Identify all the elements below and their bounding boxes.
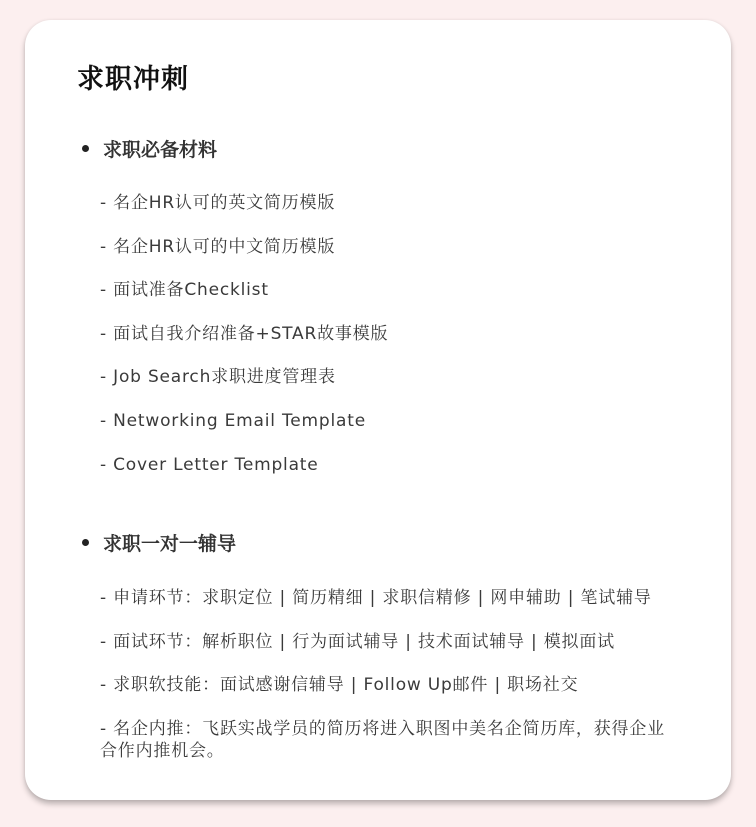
section-heading-label: 求职一对一辅导 bbox=[103, 533, 237, 555]
list-item: - 面试环节：解析职位 | 行为面试辅导 | 技术面试辅导 | 模拟面试 bbox=[100, 631, 615, 652]
bullet-icon bbox=[82, 145, 89, 152]
list-item: - 名企HR认可的英文简历模版 bbox=[100, 193, 336, 213]
list-item: - Cover Letter Template bbox=[100, 454, 319, 475]
list-item: - 名企HR认可的中文简历模版 bbox=[100, 236, 336, 257]
list-item: - 面试准备Checklist bbox=[100, 280, 269, 301]
bullet-icon bbox=[82, 539, 89, 546]
list-item: - 求职软技能：面试感谢信辅导 | Follow Up邮件 | 职场社交 bbox=[100, 675, 579, 696]
list-item: - Job Search求职进度管理表 bbox=[100, 367, 336, 388]
materials-list bbox=[100, 192, 388, 497]
list-item: - 申请环节：求职定位 | 简历精细 | 求职信精修 | 网申辅助 | 笔试辅导 bbox=[100, 588, 652, 608]
list-item: - 名企内推：飞跃实战学员的简历将进入职图中美名企简历库，获得企业合作内推机会。 bbox=[100, 718, 665, 761]
section-heading-coaching bbox=[77, 529, 236, 556]
list-item: - Networking Email Template bbox=[100, 410, 366, 431]
content-card bbox=[25, 20, 731, 800]
section-heading-materials bbox=[77, 135, 217, 162]
section-heading-label: 求职必备材料 bbox=[103, 139, 218, 161]
page-title: 求职冲刺 bbox=[77, 64, 189, 95]
list-item: - 面试自我介绍准备+STAR故事模版 bbox=[100, 323, 389, 344]
coaching-list bbox=[100, 587, 675, 762]
